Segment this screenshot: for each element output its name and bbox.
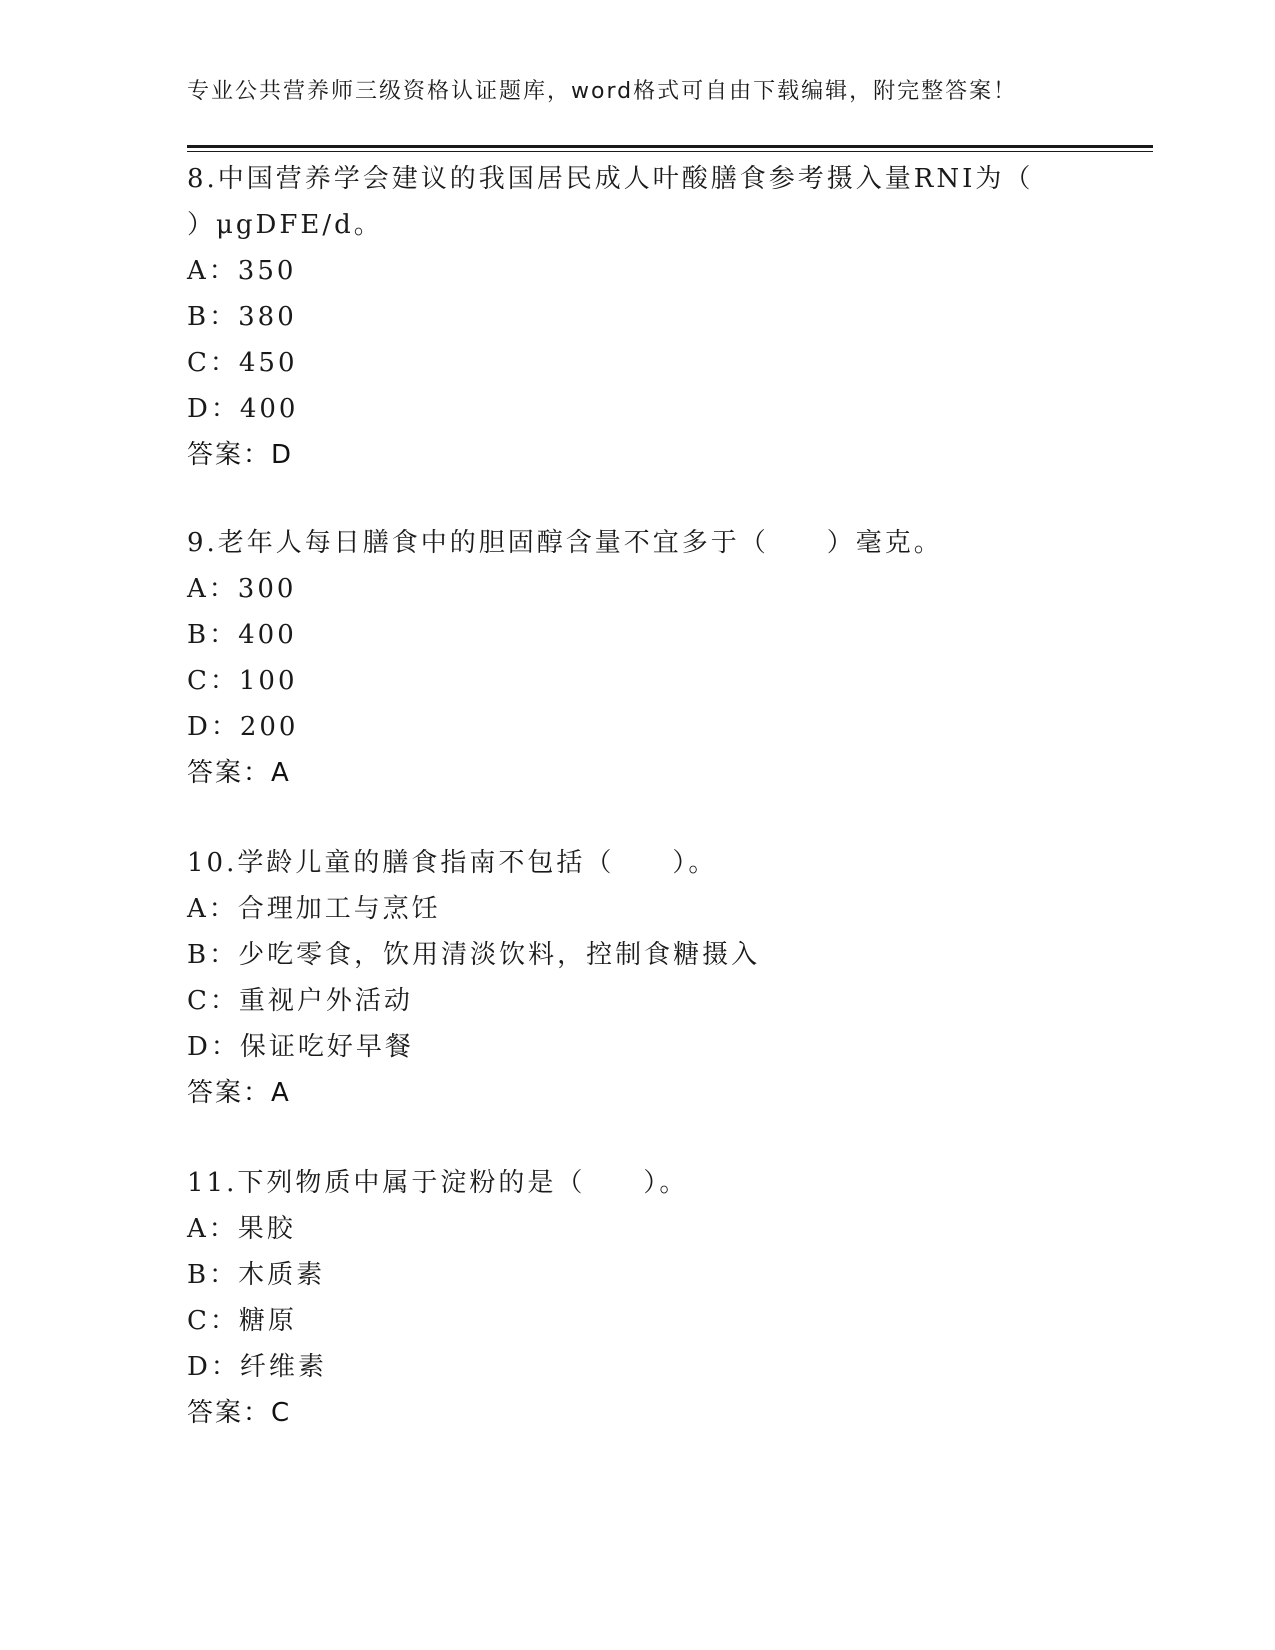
option-a: A：300 <box>187 574 297 604</box>
option-c: C：重视户外活动 <box>187 986 413 1016</box>
page-header: 专业公共营养师三级资格认证题库，word格式可自由下载编辑，附完整答案！ <box>187 79 1018 104</box>
option-c: C：100 <box>187 666 298 696</box>
option-c: C：糖原 <box>187 1306 297 1336</box>
question-11 <box>187 1160 1147 1436</box>
answer-line: 答案：A <box>187 758 291 788</box>
option-a: A：果胶 <box>187 1214 296 1244</box>
question-stem: 9.老年人每日膳食中的胆固醇含量不宜多于（ ）毫克。 <box>187 528 943 558</box>
answer-line: 答案：D <box>187 440 294 470</box>
question-stem: 10.学龄儿童的膳食指南不包括（ ）。 <box>187 848 718 878</box>
question-stem-continued: ）μgDFE/d。 <box>187 210 383 240</box>
question-9 <box>187 520 1147 796</box>
option-b: B：400 <box>187 620 297 650</box>
option-b: B：少吃零食，饮用清淡饮料，控制食糖摄入 <box>187 940 761 970</box>
answer-line: 答案：A <box>187 1078 291 1108</box>
question-stem: 8.中国营养学会建议的我国居民成人叶酸膳食参考摄入量RNI为（ <box>187 164 1034 194</box>
option-d: D：400 <box>187 394 299 424</box>
answer-line: 答案：C <box>187 1398 292 1428</box>
option-c: C：450 <box>187 348 298 378</box>
option-a: A：350 <box>187 256 297 286</box>
option-b: B：木质素 <box>187 1260 326 1290</box>
option-b: B：380 <box>187 302 297 332</box>
question-10 <box>187 840 1147 1116</box>
option-d: D：保证吃好早餐 <box>187 1032 414 1062</box>
option-a: A：合理加工与烹饪 <box>187 894 441 924</box>
question-8 <box>187 156 1147 478</box>
question-stem: 11.下列物质中属于淀粉的是（ ）。 <box>187 1168 689 1198</box>
option-d: D：200 <box>187 712 299 742</box>
option-d: D：纤维素 <box>187 1352 327 1382</box>
header-rule-thick <box>187 145 1153 148</box>
header-rule-thin <box>187 151 1153 152</box>
